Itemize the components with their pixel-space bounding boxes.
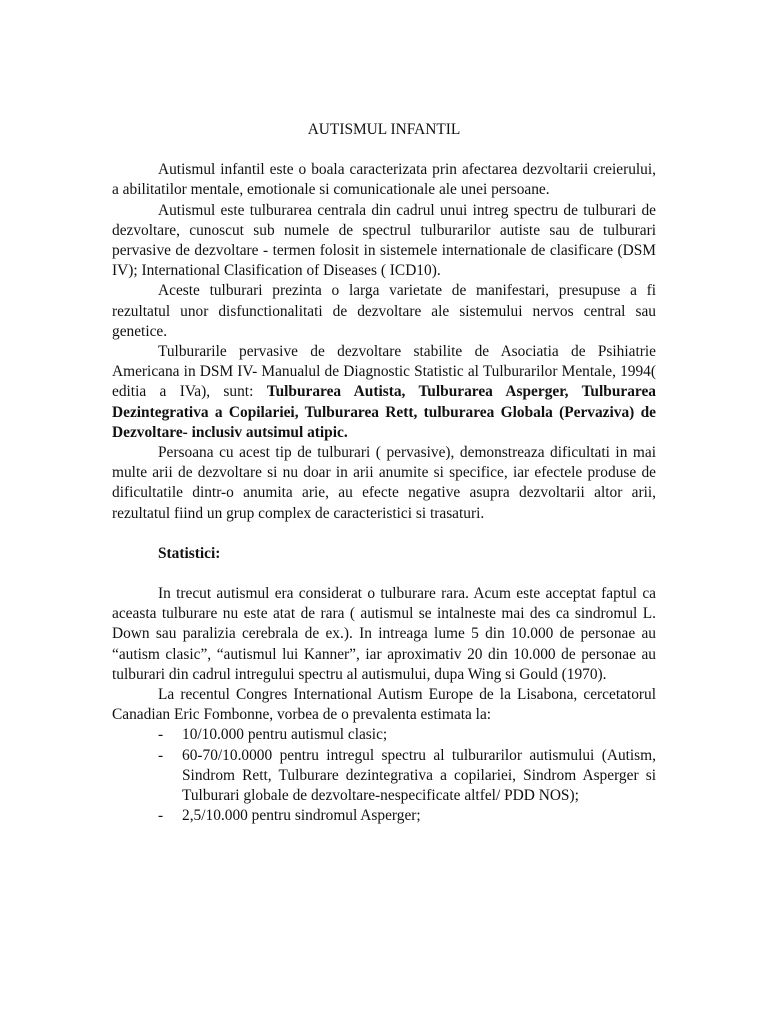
paragraph-dsm	[112, 342, 656, 443]
document-page	[112, 120, 656, 827]
bullet-dash: -	[158, 746, 164, 764]
list-item-text: 10/10.000 pentru autismul clasic;	[182, 726, 388, 744]
spacer	[112, 524, 656, 544]
paragraph-effects: Persoana cu acest tip de tulburari ( pervasive), demonstreaza dificultati in mai multe arii de dezvoltare si nu doar in arii anumite si specifice, iar efectele produse de dificultatile dintr-o anumita arie, au efecte negative asupra dezvoltarii altor arii, rezultatul fiind un grup complex de caracteristici si trasaturi.	[112, 444, 656, 522]
dsm-text: Tulburarile pervasive de dezvoltare stabilite de Asociatia de Psihiatrie Americana in DSM IV- Manualul de Diagnostic Statistic al Tulburarilor Mentale, 1994( editia a IVa), sunt:	[112, 343, 656, 401]
paragraph-intro: Autismul infantil este o boala caracterizata prin afectarea dezvoltarii creierului, a abilitatilor mentale, emotionale si comunicationale ale unei persoane.	[112, 161, 656, 199]
paragraph-manifestations: Aceste tulburari prezinta o larga varietate de manifestari, presupuse a fi rezultatul unor disfunctionalitati de dezvoltare ale sistemului nervos central sau genetice.	[112, 282, 656, 340]
list-item	[158, 806, 656, 826]
list-item-text: 2,5/10.000 pentru sindromul Asperger;	[182, 807, 421, 825]
paragraph-history: In trecut autismul era considerat o tulburare rara. Acum este acceptat faptul ca aceasta tulburare nu este atat de rara ( autismul se intalneste mai des ca sindromul L. Down sau paralizia cerebrala de ex.). In intreaga lume 5 din 10.000 de personae au “autism clasic”, “autismul lui Kanner”, iar aproximativ 20 din 10.000 de personae au tulburari din cadrul intregului spectru al autismului, dupa Wing si Gould (1970).	[112, 585, 656, 683]
list-item	[158, 725, 656, 745]
dsm-disorders-list: Tulburarea Autista, Tulburarea Asperger, Tulburarea Dezintegrativa a Copilariei, Tulburarea Rett, tulburarea Globala (Pervaziva) de Dezvoltare- inclusiv autsimul atipic.	[112, 383, 656, 441]
paragraph-spectrum: Autismul este tulburarea centrala din cadrul unui intreg spectru de tulburari de dezvoltare, cunoscut sub numele de spectrul tulburarilor autiste sau de tulburari pervasive de dezvoltare - termen folosit in sistemele internationale de clasificare (DSM IV); International Clasification of Diseases ( ICD10).	[112, 201, 656, 280]
list-item	[158, 746, 656, 807]
bullet-dash: -	[158, 726, 164, 744]
section-heading: Statistici:	[158, 544, 221, 562]
document-title: AUTISMUL INFANTIL	[307, 121, 461, 138]
bullet-dash: -	[158, 807, 164, 825]
paragraph-congress: La recentul Congres International Autism Europe de la Lisabona, cercetatorul Canadian Eric Fombonne, vorbea de o prevalenta estimata la:	[112, 686, 656, 724]
list-item-text: 60-70/10.0000 pentru intregul spectru al tulburarilor autismului (Autism, Sindrom Rett, Tulburare dezintegrativa a copilariei, Sindrom Asperger si Tulburari globale de dezvoltare-nespecificate altfel/ PDD NOS);	[182, 746, 656, 805]
prevalence-list	[112, 725, 656, 826]
spacer	[112, 564, 656, 584]
